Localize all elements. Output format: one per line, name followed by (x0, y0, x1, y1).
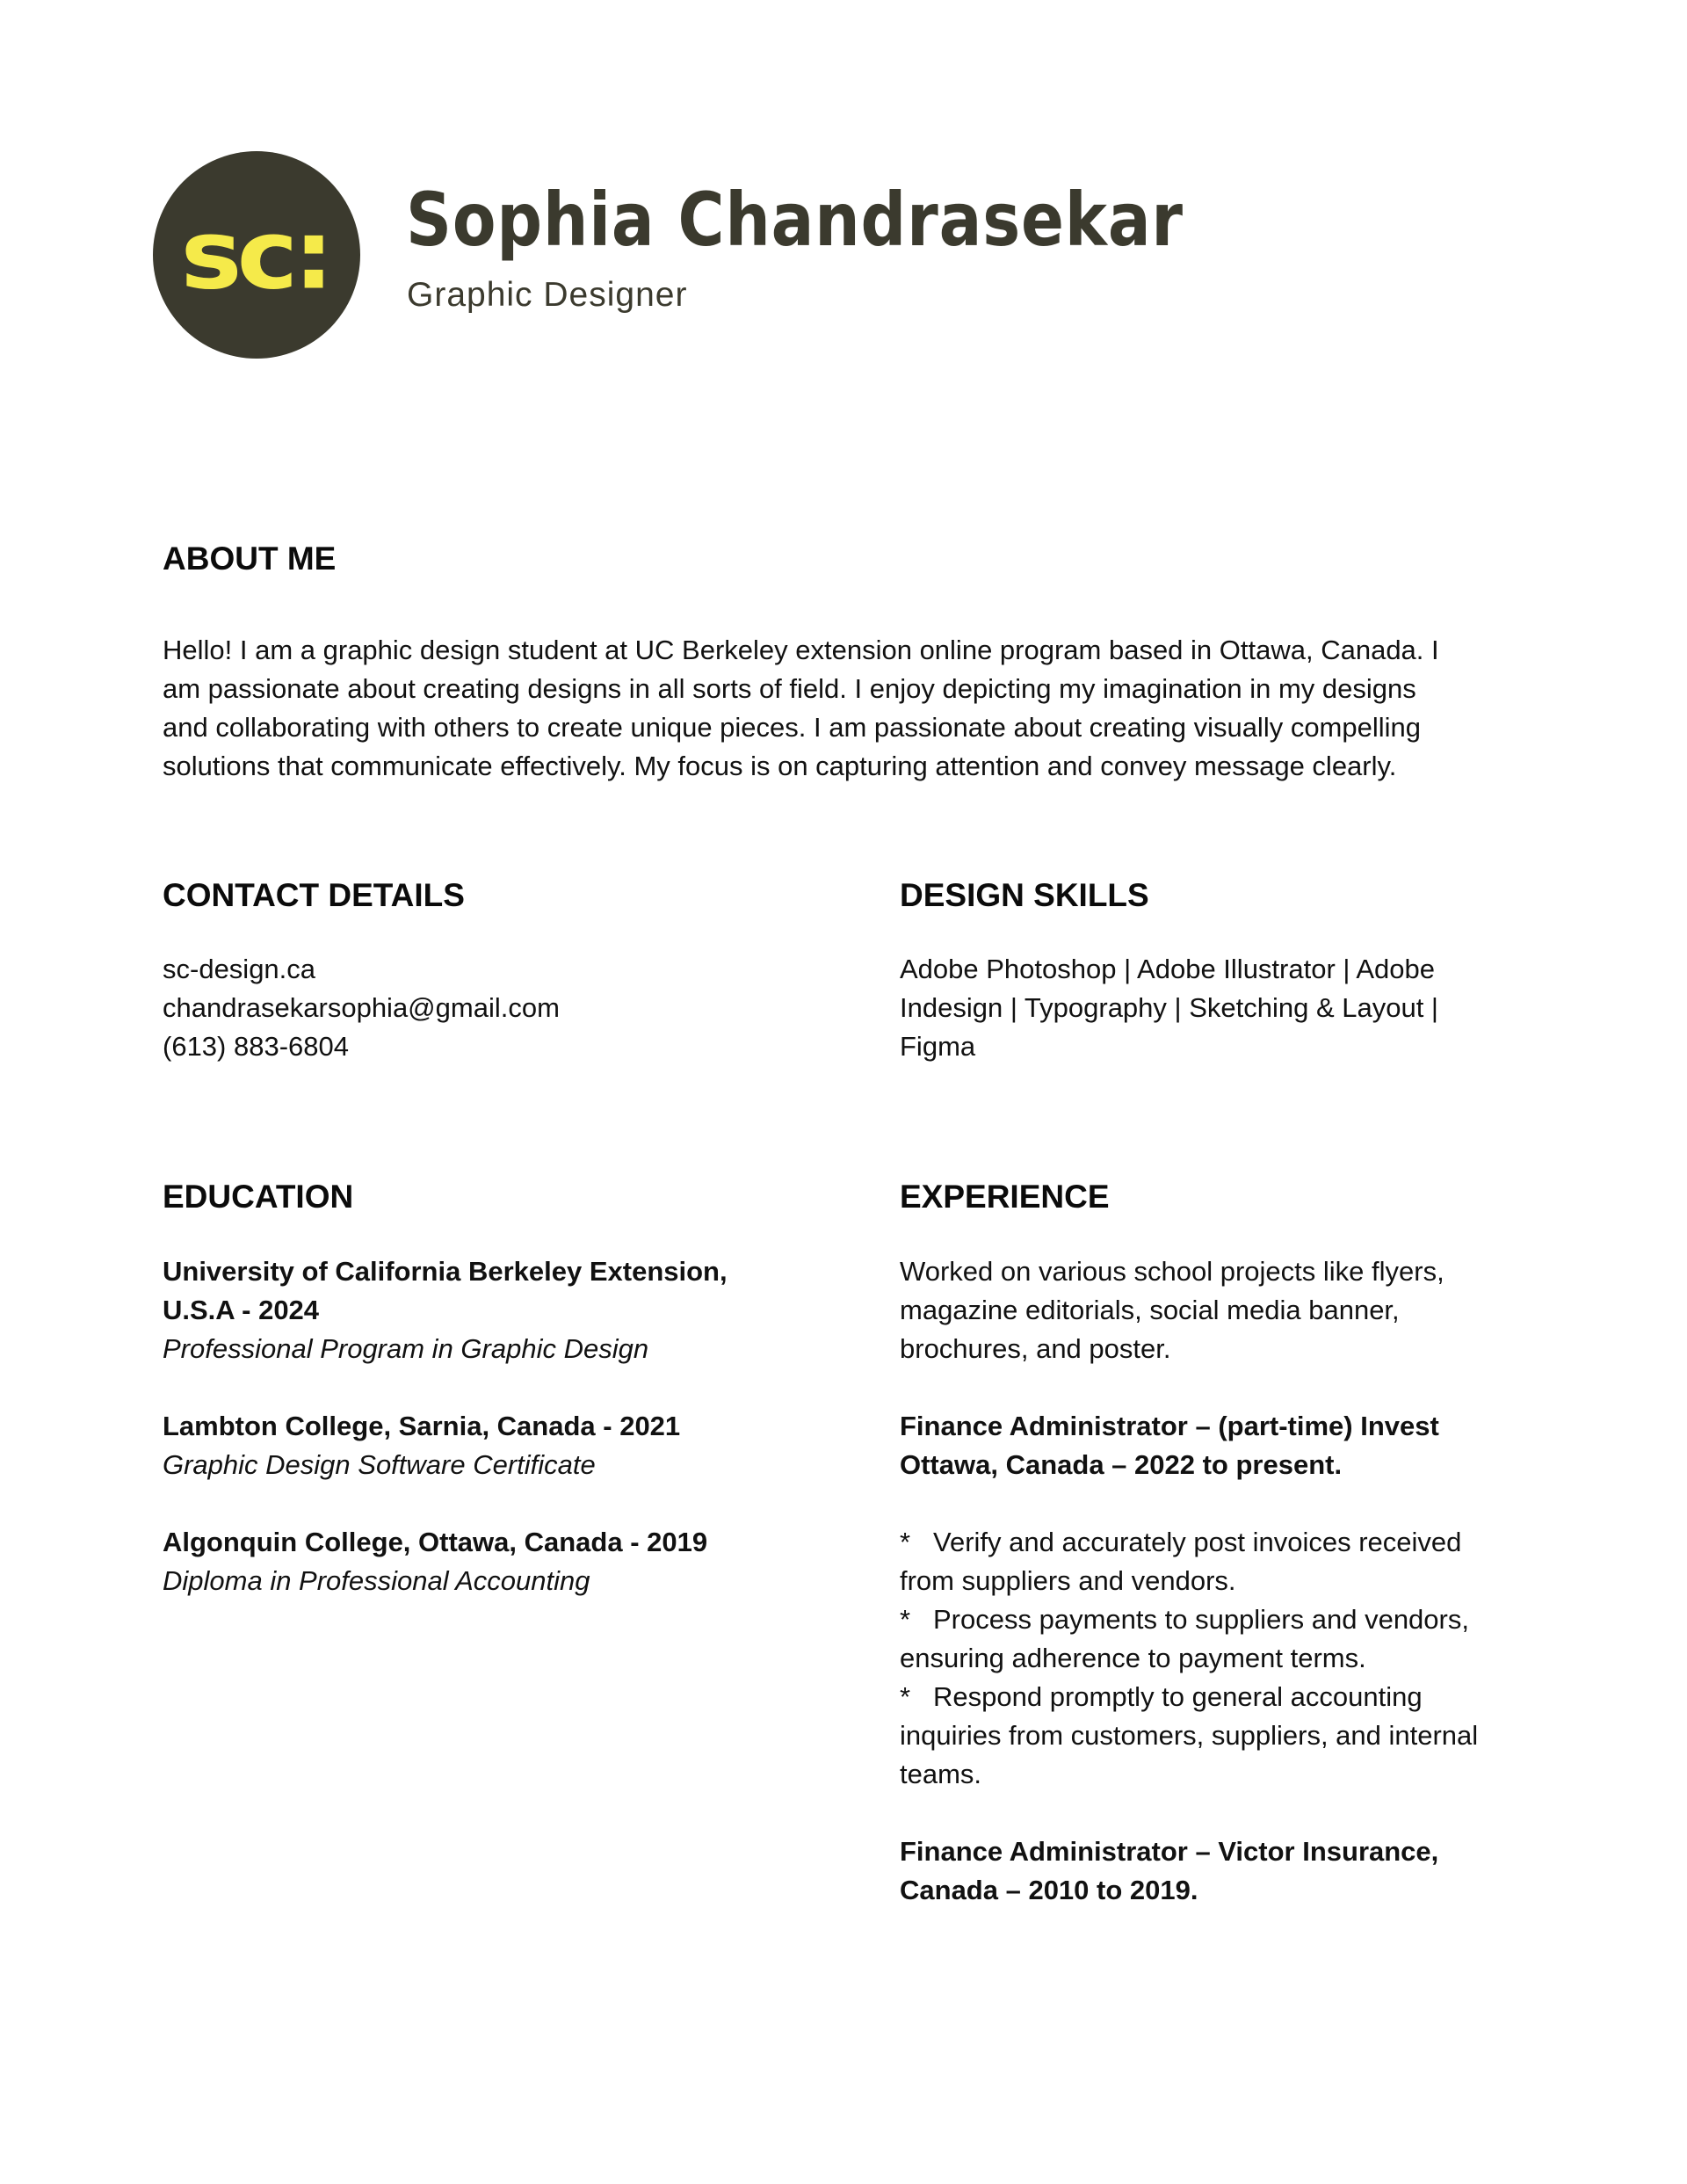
bullet-marker: * (900, 1604, 911, 1635)
education-heading: EDUCATION (163, 1179, 354, 1215)
skills-line: Figma (900, 1031, 976, 1062)
education-title: University of California Berkeley Extension, (163, 1256, 728, 1287)
monogram-logo (153, 151, 360, 359)
education-title: Lambton College, Sarnia, Canada - 2021 (163, 1411, 681, 1441)
bullet-text: Respond promptly to general accounting (933, 1681, 1423, 1712)
contact-heading: CONTACT DETAILS (163, 877, 465, 913)
resume-name: Sophia Chandrasekar (406, 177, 1184, 263)
experience-intro (900, 1252, 1478, 1368)
job-title: Canada – 2010 to 2019. (900, 1875, 1198, 1905)
about-line: solutions that communicate effectively. My focus is on capturing attention and convey message clearly. (163, 751, 1397, 781)
about-line: Hello! I am a graphic design student at UC Berkeley extension online program based in Ottawa, Canada. I (163, 635, 1439, 665)
experience-intro-line: Worked on various school projects like flyers, (900, 1256, 1444, 1287)
about-line: am passionate about creating designs in all sorts of field. I enjoy depicting my imagination in my designs (163, 673, 1416, 704)
about-heading: ABOUT ME (163, 541, 337, 577)
bullet-item (900, 1523, 1478, 1562)
education-list (163, 1252, 728, 1600)
spacer (163, 1368, 728, 1407)
about-line: and collaborating with others to create unique pieces. I am passionate about creating visually compelling (163, 712, 1422, 743)
bullet-item (900, 1678, 1478, 1716)
education-program: Graphic Design Software Certificate (163, 1449, 596, 1480)
monogram-text: sc: (180, 199, 329, 311)
experience-heading: EXPERIENCE (900, 1179, 1110, 1215)
skills-heading: DESIGN SKILLS (900, 877, 1149, 913)
skills-line: Adobe Photoshop | Adobe Illustrator | Adobe (900, 954, 1435, 984)
spacer (900, 1368, 1478, 1407)
bullet-marker: * (900, 1527, 911, 1557)
education-entry (163, 1523, 728, 1600)
skills-block (900, 950, 1438, 1066)
about-paragraph (163, 631, 1439, 786)
experience-intro-line: brochures, and poster. (900, 1333, 1171, 1364)
bullet-continuation: inquiries from customers, suppliers, and internal (900, 1720, 1479, 1751)
education-entry (163, 1252, 728, 1368)
bullet-marker: * (900, 1681, 911, 1712)
job-role: Graphic Designer (407, 276, 688, 314)
email-link[interactable]: chandrasekarsophia@gmail.com (163, 992, 560, 1023)
spacer (163, 1484, 728, 1523)
job-entry (900, 1407, 1478, 1484)
bullet-continuation: teams. (900, 1759, 982, 1789)
phone-number: (613) 883-6804 (163, 1031, 349, 1062)
education-program: Diploma in Professional Accounting (163, 1565, 590, 1596)
bullet-text: Verify and accurately post invoices received (933, 1527, 1462, 1557)
skills-line: Indesign | Typography | Sketching & Layout | (900, 992, 1438, 1023)
spacer (900, 1794, 1478, 1832)
bullet-item (900, 1600, 1478, 1639)
education-title: U.S.A - 2024 (163, 1295, 320, 1325)
bullet-text: Process payments to suppliers and vendors, (933, 1604, 1469, 1635)
job-title: Ottawa, Canada – 2022 to present. (900, 1449, 1343, 1480)
education-entry (163, 1407, 728, 1484)
job-title: Finance Administrator – (part-time) Invest (900, 1411, 1439, 1441)
spacer (900, 1484, 1478, 1523)
job-entry (900, 1832, 1478, 1910)
contact-block (163, 950, 560, 1066)
job-title: Finance Administrator – Victor Insurance, (900, 1836, 1439, 1867)
bullet-continuation: from suppliers and vendors. (900, 1565, 1236, 1596)
education-title: Algonquin College, Ottawa, Canada - 2019 (163, 1527, 708, 1557)
website-link[interactable]: sc-design.ca (163, 954, 316, 984)
education-program: Professional Program in Graphic Design (163, 1333, 649, 1364)
bullet-continuation: ensuring adherence to payment terms. (900, 1643, 1366, 1673)
experience-intro-line: magazine editorials, social media banner, (900, 1295, 1400, 1325)
job-bullets (900, 1523, 1478, 1794)
experience-list (900, 1252, 1478, 1910)
